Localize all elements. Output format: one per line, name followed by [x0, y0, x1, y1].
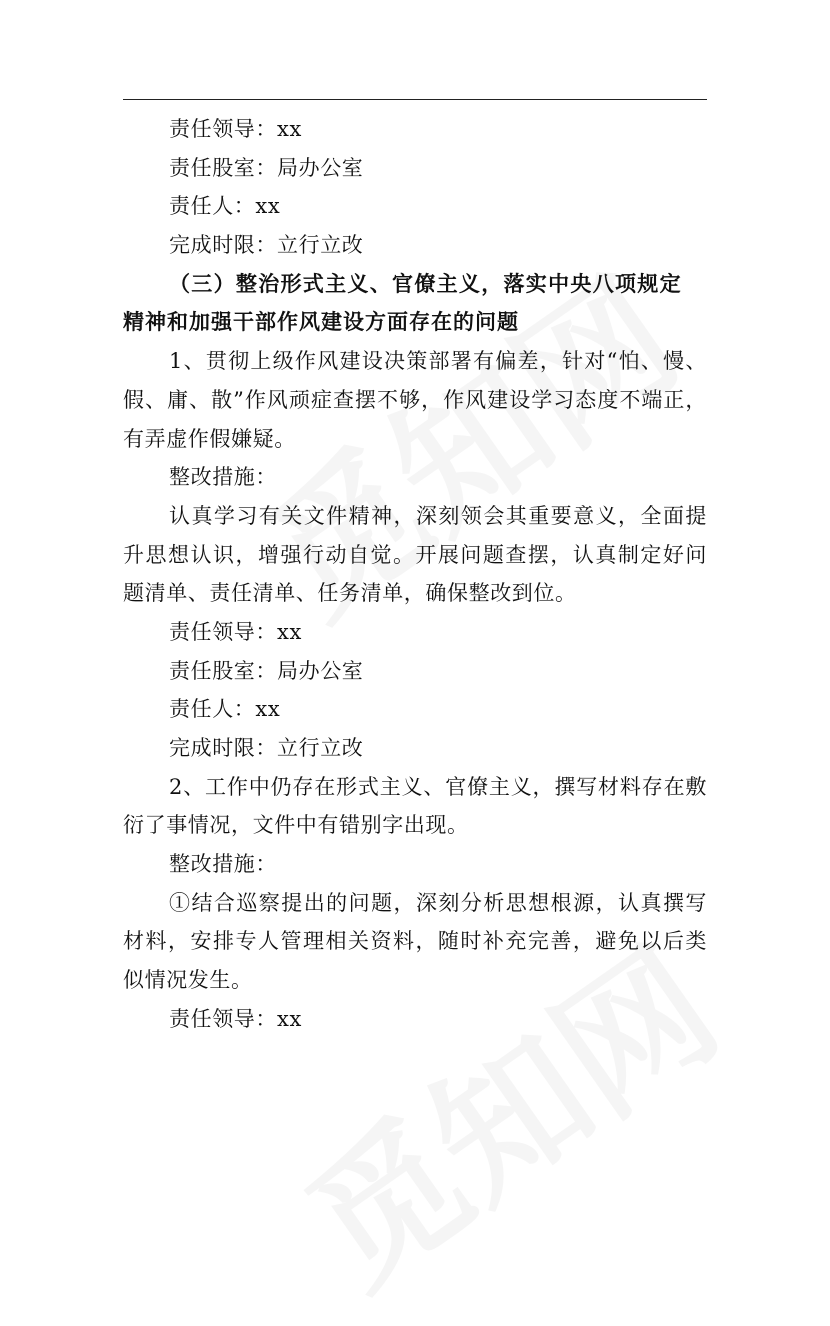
section-heading-continued: 精神和加强干部作风建设方面存在的问题 [123, 309, 519, 335]
measures-paragraph: ①结合巡察提出的问题，深刻分析思想根源，认真撰写 [169, 890, 707, 915]
deadline-line: 完成时限：立行立改 [169, 233, 364, 258]
measures-paragraph: 认真学习有关文件精神，深刻领会其重要意义，全面提 [169, 503, 707, 528]
measures-paragraph: 似情况发生。 [123, 968, 253, 993]
header-rule [123, 99, 707, 100]
responsible-person-line: 责任人：xx [169, 697, 281, 722]
measures-label: 整改措施： [169, 465, 277, 490]
deadline-line: 完成时限：立行立改 [169, 736, 364, 760]
problem-paragraph: 2、工作中仍存在形式主义、官僚主义，撰写材料存在敷 [169, 774, 707, 799]
responsible-office-line: 责任股室：局办公室 [169, 155, 364, 180]
responsible-leader-line: 责任领导：xx [169, 619, 302, 644]
measures-paragraph: 题清单、责任清单、任务清单，确保整改到位。 [123, 581, 577, 606]
document-body [123, 110, 707, 1039]
problem-paragraph: 假、庸、散”作风顽症查摆不够，作风建设学习态度不端正， [123, 387, 707, 412]
problem-paragraph: 有弄虚作假嫌疑。 [123, 426, 296, 451]
responsible-office-line: 责任股室：局办公室 [169, 658, 364, 683]
responsible-leader-line: 责任领导：xx [169, 117, 302, 141]
responsible-person-line: 责任人：xx [169, 194, 281, 219]
section-heading: （三）整治形式主义、官僚主义，落实中央八项规定 [169, 270, 682, 296]
measures-label: 整改措施： [169, 852, 277, 877]
measures-paragraph: 材料，安排专人管理相关资料，随时补充完善，避免以后类 [123, 929, 707, 954]
responsible-leader-line: 责任领导：xx [169, 1006, 302, 1031]
problem-paragraph: 衍了事情况，文件中有错别字出现。 [123, 813, 469, 838]
problem-paragraph: 1、贯彻上级作风建设决策部署有偏差，针对“怕、慢、 [169, 349, 707, 374]
measures-paragraph: 升思想认识，增强行动自觉。开展问题查摆，认真制定好问 [123, 542, 707, 567]
